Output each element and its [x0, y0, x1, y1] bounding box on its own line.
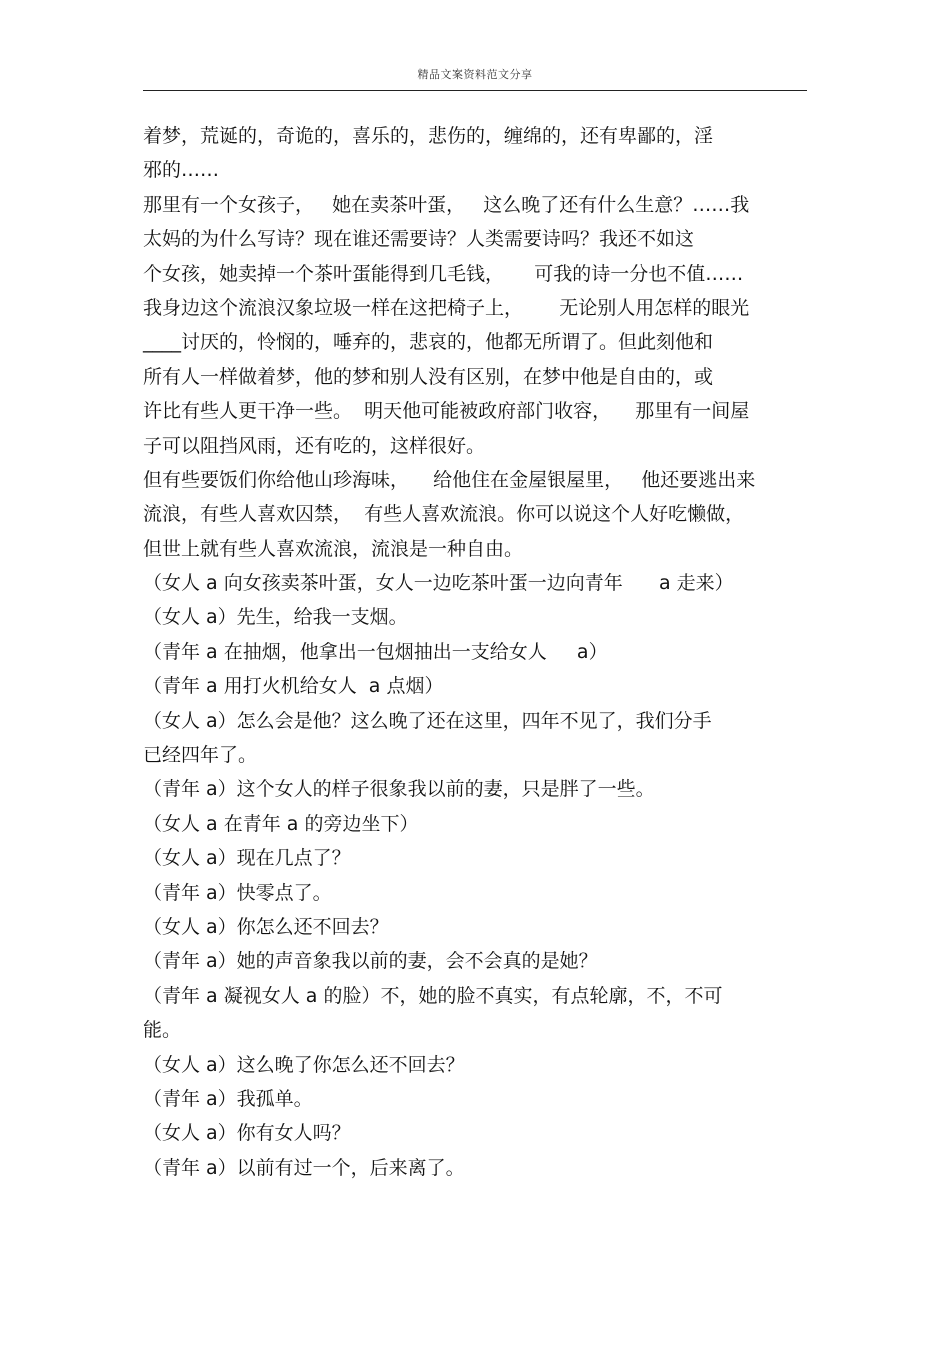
- stage-direction: （青年 a 在抽烟，他拿出一包烟抽出一支给女人 a）: [143, 640, 608, 663]
- dialogue-line: （女人 a）现在几点了？: [143, 847, 351, 870]
- dialogue-line: （女人 a）这么晚了你怎么还不回去？: [143, 1053, 465, 1076]
- text-line: 邪的……: [143, 159, 220, 182]
- document-body: [143, 119, 813, 1185]
- text-line: ____讨厌的，怜悯的，唾弃的，悲哀的，他都无所谓了。但此刻他和: [143, 331, 714, 354]
- dialogue-line: （青年 a 凝视女人 a 的脸）不，她的脸不真实，有点轮廓，不，不可: [143, 984, 723, 1007]
- text-line: 流浪，有些人喜欢囚禁， 有些人喜欢流浪。你可以说这个人好吃懒做，: [143, 503, 745, 526]
- dialogue-line: （青年 a）这个女人的样子很象我以前的妻，只是胖了一些。: [143, 778, 655, 801]
- dialogue-line: （青年 a）以前有过一个，后来离了。: [143, 1156, 465, 1179]
- dialogue-line: （女人 a）怎么会是他？这么晚了还在这里，四年不见了，我们分手: [143, 709, 712, 732]
- text-line: 那里有一个女孩子， 她在卖茶叶蛋， 这么晚了还有什么生意？……我: [143, 193, 750, 216]
- text-line: 子可以阻挡风雨，还有吃的，这样很好。: [143, 434, 486, 457]
- dialogue-line: （青年 a）我孤单。: [143, 1087, 313, 1110]
- text-line: 着梦，荒诞的，奇诡的，喜乐的，悲伤的，缠绵的，还有卑鄙的，淫: [143, 125, 714, 147]
- dialogue-line: （女人 a）先生，给我一支烟。: [143, 606, 408, 629]
- text-line: 但有些要饭们你给他山珍海味， 给他住在金屋银屋里， 他还要逃出来: [143, 468, 756, 491]
- dialogue-line: （女人 a）你有女人吗？: [143, 1122, 351, 1145]
- text-line: 所有人一样做着梦，他的梦和别人没有区别，在梦中他是自由的，或: [143, 365, 714, 388]
- text-line: 我身边这个流浪汉象垃圾一样在这把椅子上， 无论别人用怎样的眼光: [143, 296, 750, 319]
- text-line: 但世上就有些人喜欢流浪，流浪是一种自由。: [143, 537, 524, 560]
- stage-direction: （女人 a 在青年 a 的旁边坐下）: [143, 812, 419, 835]
- text-line: 太妈的为什么写诗？现在谁还需要诗？人类需要诗吗？我还不如这: [143, 228, 695, 251]
- dialogue-line: 能。: [143, 1019, 182, 1042]
- stage-direction: （青年 a 用打火机给女人 a 点烟）: [143, 675, 444, 698]
- text-line: 个女孩，她卖掉一个茶叶蛋能得到几毛钱， 可我的诗一分也不值……: [143, 262, 744, 285]
- stage-direction: （女人 a 向女孩卖茶叶蛋，女人一边吃茶叶蛋一边向青年 a 走来）: [143, 572, 734, 595]
- dialogue-line: （女人 a）你怎么还不回去？: [143, 915, 389, 938]
- dialogue-line: 已经四年了。: [143, 744, 258, 767]
- text-line: 许比有些人更干净一些。 明天他可能被政府部门收容， 那里有一间屋: [143, 400, 750, 423]
- page-header-title: 精品文案资料范文分享: [417, 68, 533, 81]
- dialogue-line: （青年 a）快零点了。: [143, 881, 332, 904]
- dialogue-line: （青年 a）她的声音象我以前的妻，会不会真的是她？: [143, 950, 598, 973]
- header-divider: [143, 90, 807, 91]
